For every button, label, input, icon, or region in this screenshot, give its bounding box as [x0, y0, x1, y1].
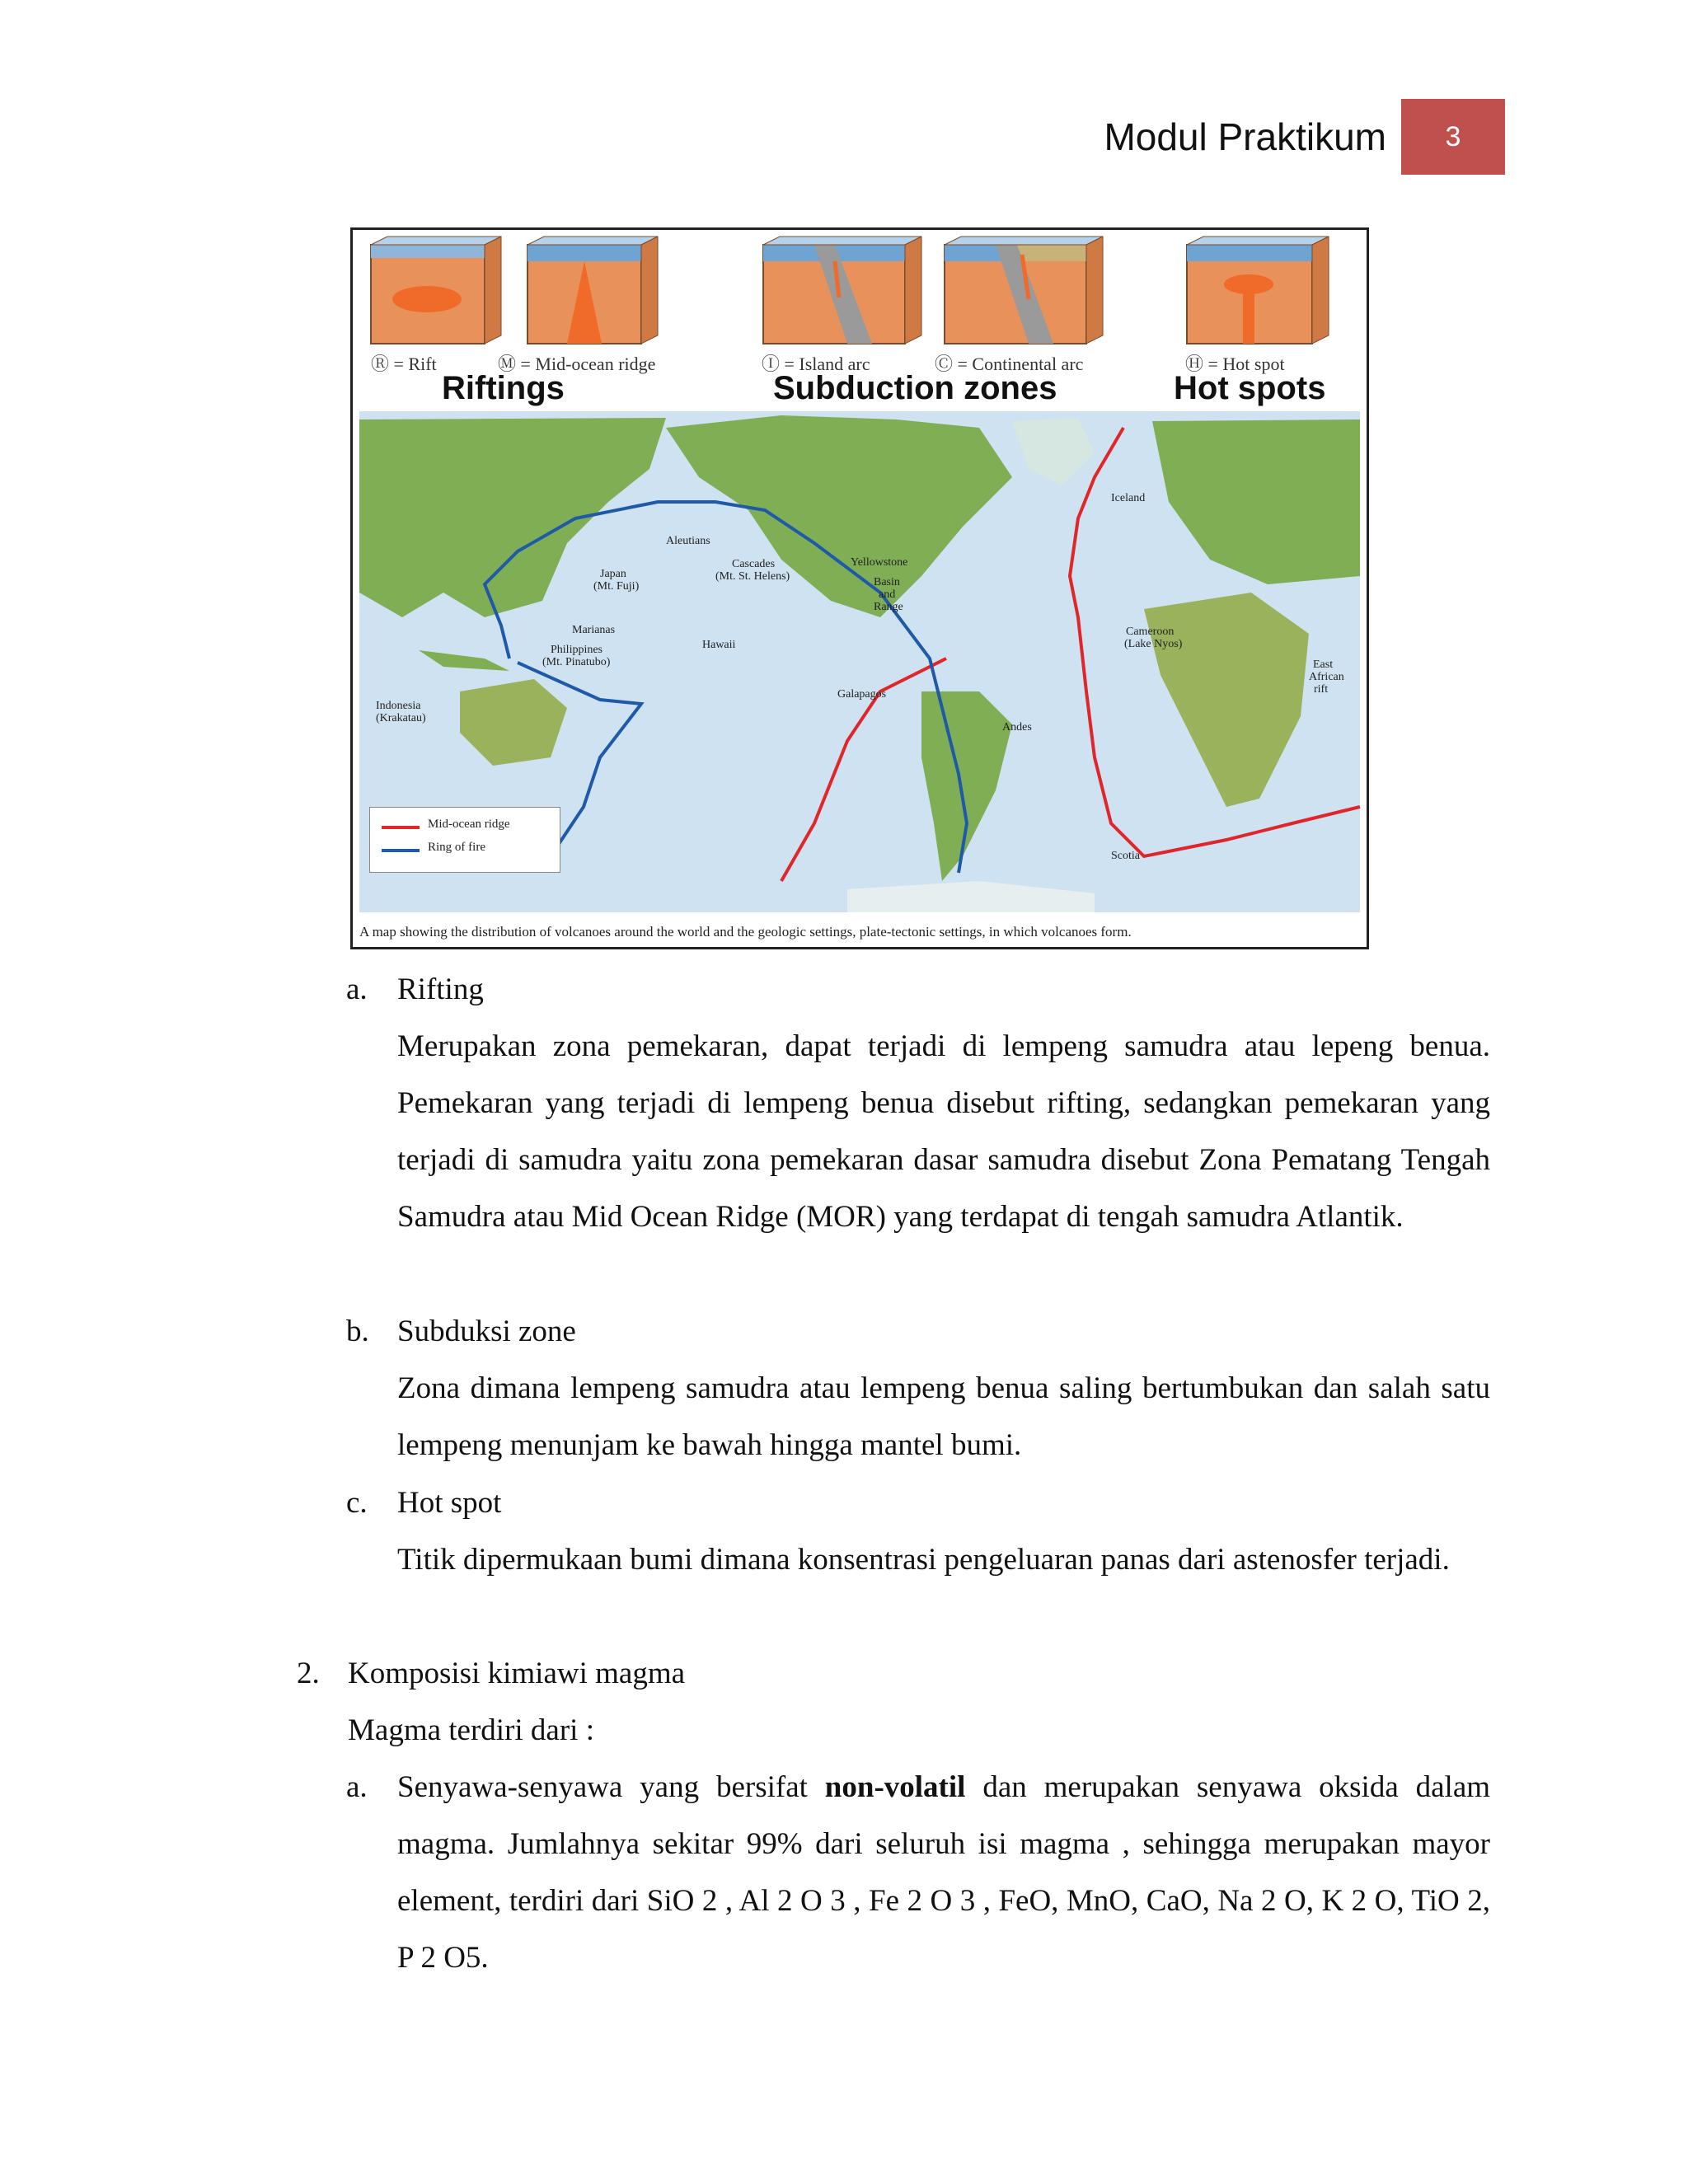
- item-a-title: Rifting: [397, 972, 484, 1006]
- map-label-st-helens: (Mt. St. Helens): [715, 570, 790, 583]
- section-2-marker: 2.: [297, 1657, 320, 1690]
- island-arc-block-diagram: [763, 237, 921, 344]
- map-label-andes: Andes: [1002, 721, 1032, 733]
- page-header: [1104, 99, 1505, 175]
- legend-ridge-label: Mid-ocean ridge: [428, 818, 510, 831]
- hot-spot-block-diagram: [1187, 237, 1329, 344]
- item-a2-text: [397, 1759, 1490, 1986]
- item-a2-post: dan merupakan senyawa oksida dalam magma. Jumlahnya sekitar 99% dari seluruh isi magma , sehingga merupakan mayor element, terdiri dari SiO 2 , Al 2 O 3 , Fe 2 O 3 , FeO, MnO, CaO, Na 2 O, K 2 O, TiO 2, P 2 O5.: [397, 1770, 1491, 1975]
- item-c-marker: c.: [346, 1486, 368, 1520]
- item-a-text: Merupakan zona pemekaran, dapat terjadi di lempeng samudra atau lepeng benua. Pemekaran yang terjadi di lempeng benua disebut rifting, sedangkan pemekaran yang terjadi di samudra yaitu zona pemekaran dasar samudra disebut Zona Pematang Tengah Samudra atau Mid Ocean Ridge (MOR) yang terdapat di tengah samudra Atlantik.: [397, 1029, 1490, 1234]
- item-a-marker: a.: [346, 972, 368, 1006]
- map-label-range: Range: [874, 601, 903, 613]
- hot-spot-key-label: Ⓗ = Hot spot: [1185, 354, 1285, 374]
- map-label-iceland: Iceland: [1111, 492, 1146, 504]
- item-b-text: Zona dimana lempeng samudra atau lempeng benua saling bertumbukan dan salah satu lempeng menunjam ke bawah hingga mantel bumi.: [397, 1371, 1490, 1462]
- map-label-galapagos: Galapagos: [837, 688, 887, 701]
- item-a2-marker: a.: [346, 1770, 368, 1804]
- map-label-fuji: (Mt. Fuji): [593, 580, 640, 593]
- mid-ocean-ridge-block-diagram: [528, 237, 658, 344]
- item-b-title: Subduksi zone: [397, 1315, 576, 1348]
- legend-swatch-ridge: [382, 826, 420, 829]
- map-label-philippines: Philippines: [551, 644, 603, 656]
- rift-block-diagram: [371, 237, 501, 344]
- map-label-scotia: Scotia: [1111, 850, 1140, 862]
- continental-arc-block-diagram: [945, 237, 1103, 344]
- header-title: Modul Praktikum: [1104, 115, 1386, 158]
- map-label-yellowstone: Yellowstone: [851, 556, 908, 569]
- ridge-key-label: Ⓜ = Mid-ocean ridge: [498, 354, 656, 374]
- legend-swatch-ring: [382, 849, 420, 852]
- map-legend: [369, 807, 560, 873]
- map-label-japan: Japan: [600, 568, 626, 580]
- riftings-title: Riftings: [442, 370, 565, 406]
- volcano-distribution-figure: [350, 227, 1369, 949]
- item-a2-bold: non-volatil: [824, 1770, 966, 1804]
- map-label-rift: rift: [1314, 683, 1329, 696]
- map-label-african: African: [1309, 671, 1344, 683]
- map-label-east: East: [1313, 658, 1334, 671]
- map-label-aleutians: Aleutians: [666, 535, 710, 547]
- rift-key-label: Ⓡ = Rift: [371, 354, 437, 374]
- continental-arc-key-label: Ⓒ = Continental arc: [935, 354, 1084, 374]
- map-label-basin: Basin: [874, 576, 900, 588]
- item-b-marker: b.: [346, 1315, 369, 1348]
- map-label-krakatau: (Krakatau): [376, 712, 426, 724]
- page-number-badge: 3: [1401, 99, 1505, 175]
- item-c-text: Titik dipermukaan bumi dimana konsentrasi pengeluaran panas dari astenosfer terjadi.: [397, 1543, 1450, 1577]
- map-label-pinatubo: (Mt. Pinatubo): [542, 656, 611, 668]
- hot-spots-title: Hot spots: [1174, 370, 1326, 406]
- map-label-cameroon: Cameroon: [1126, 626, 1175, 638]
- map-label-and: and: [879, 588, 896, 601]
- item-a2-pre: Senyawa-senyawa yang bersifat: [397, 1770, 808, 1804]
- legend-ring-label: Ring of fire: [428, 841, 485, 854]
- map-label-cascades: Cascades: [732, 558, 776, 570]
- figure-caption: A map showing the distribution of volcanoes around the world and the geologic settings, plate-tectonic settings, in which volcanoes form.: [359, 924, 1132, 940]
- section-2-title: Komposisi kimiawi magma: [348, 1657, 686, 1690]
- subduction-zones-title: Subduction zones: [773, 370, 1057, 406]
- map-label-indonesia: Indonesia: [376, 700, 421, 712]
- section-2-intro: Magma terdiri dari :: [348, 1713, 594, 1747]
- island-arc-key-label: Ⓘ = Island arc: [762, 354, 870, 374]
- item-c-title: Hot spot: [397, 1486, 502, 1520]
- map-label-hawaii: Hawaii: [702, 639, 736, 651]
- map-label-lake-nyos: (Lake Nyos): [1124, 638, 1183, 650]
- map-label-marianas: Marianas: [572, 624, 616, 636]
